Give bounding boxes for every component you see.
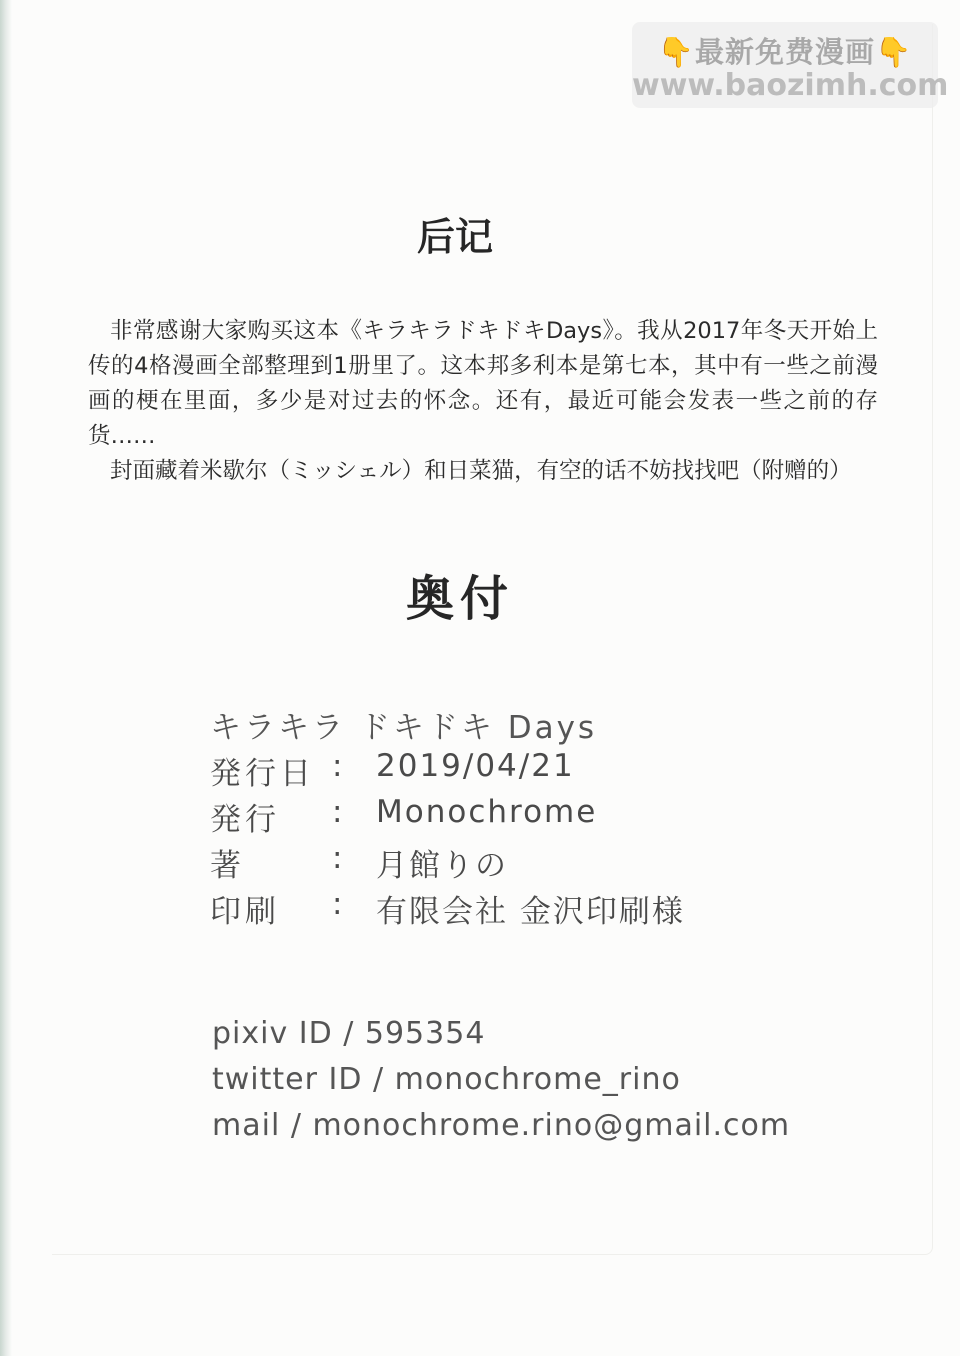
colophon-colon: : bbox=[332, 794, 343, 830]
colophon-label: 著 bbox=[210, 848, 245, 884]
colophon-row-publish-date bbox=[210, 748, 910, 794]
watermark-badge bbox=[632, 22, 949, 108]
watermark-line-1 bbox=[632, 30, 938, 71]
colophon-title: 奥付 bbox=[405, 571, 514, 627]
pixiv-id: pixiv ID / 595354 bbox=[212, 1016, 486, 1051]
colophon-label: 発行日 bbox=[210, 756, 315, 792]
colophon-value: 月館りの bbox=[376, 848, 508, 884]
colophon-book-title: キラキラ ドキドキ Days bbox=[210, 710, 598, 746]
contact-info bbox=[212, 1016, 912, 1154]
colophon-row-author bbox=[210, 840, 910, 886]
colophon-label: 発行 bbox=[210, 802, 280, 838]
afterword-title: 后记 bbox=[416, 215, 493, 259]
colophon-colon: : bbox=[332, 748, 343, 784]
colophon-row-printer bbox=[210, 886, 910, 932]
colophon-value: Monochrome bbox=[376, 794, 598, 830]
colophon-book-title-row bbox=[210, 702, 910, 748]
colophon-block bbox=[210, 702, 910, 932]
colophon-label: 印刷 bbox=[210, 894, 280, 930]
mail-address: mail / monochrome.rino@gmail.com bbox=[212, 1108, 791, 1143]
pointing-down-icon: 👇 bbox=[657, 35, 695, 69]
colophon-colon: : bbox=[332, 840, 343, 876]
afterword-body bbox=[88, 314, 878, 489]
colophon-row-publisher bbox=[210, 794, 910, 840]
afterword-paragraph-2: 封面藏着米歇尔（ミッシェル）和日菜猫，有空的话不妨找找吧（附赠的） bbox=[110, 458, 852, 484]
twitter-id: twitter ID / monochrome_rino bbox=[212, 1062, 681, 1097]
watermark-text: 最新免费漫画 bbox=[694, 35, 875, 69]
pointing-down-icon: 👇 bbox=[875, 35, 913, 69]
colophon-value: 有限会社 金沢印刷様 bbox=[376, 894, 685, 930]
colophon-colon: : bbox=[332, 886, 343, 922]
afterword-paragraph-1: 非常感谢大家购买这本《キラキラドキドキDays》。我从2017年冬天开始上传的4格漫画全部整理到1册里了。这本邦多利本是第七本，其中有一些之前漫画的梗在里面，多少是对过去的怀念。还有，最近可能会发表一些之前的存货…… bbox=[88, 318, 878, 449]
colophon-value: 2019/04/21 bbox=[376, 748, 575, 784]
watermark-url: www.baozimh.com bbox=[632, 68, 949, 103]
binding-gutter-shadow bbox=[0, 0, 12, 1356]
